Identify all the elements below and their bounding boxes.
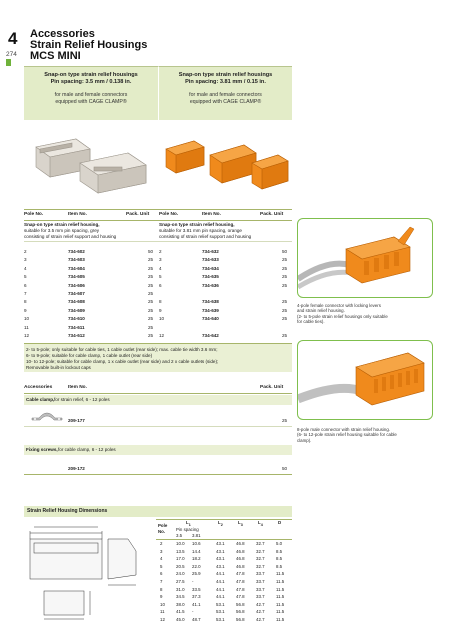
orange-housings-image [160,125,292,200]
header-pin-spacing: Pin spacing: 3.81 mm / 0.15 in. [185,78,266,85]
dims-cell: 2 [160,541,163,546]
male-connector-image [297,340,433,420]
dims-cell: 46.8 [236,556,245,562]
item-no-cell: 734-605 [68,274,85,280]
item-no-cell: 734-610 [68,316,85,322]
dims-cell: 11.5 [276,594,285,600]
pack-unit-cell: 25 [282,257,288,263]
pack-unit-cell: 25 [282,316,288,322]
pole-no-cell: 3 [24,257,27,263]
right-desc-3: consisting of strain relief support and housing [159,234,252,239]
item-no-cell: 734-602 [68,249,85,254]
pack-unit-cell: 25 [148,257,154,263]
pole-no-cell: 3 [159,257,162,263]
dims-cell: 8.5 [276,548,283,554]
dims-head-L4-sub: 4 [260,522,263,527]
pole-no-cell: 5 [24,274,27,280]
dims-cell: 10 [160,601,165,607]
dims-cell: 11.5 [276,579,285,584]
dims-cell: 46.8 [236,563,245,569]
title-line-3: MCS MINI [30,50,81,62]
pack-unit-cell: 25 [282,299,288,305]
col-pole-no: Pole No. [24,212,44,217]
dims-cell: 33.7 [256,571,265,577]
dims-cell: 41.1 [192,601,201,607]
right-desc-2: suitable for 3.81 mm pin spacing, orange [159,228,242,233]
dims-cell: 13.5 [176,548,185,554]
pack-unit-cell: 25 [148,333,154,338]
dims-cell: 14.4 [192,548,201,554]
cable-clamp-desc: for strain relief, 6 - 12 poles [54,397,110,402]
item-no-cell: 734-632 [202,249,219,254]
caption-line: (2- to 5-pole strain relief housings only suitable [297,313,388,319]
dims-rows [156,541,292,627]
dims-head-L2-sub: 2 [220,522,223,527]
dims-cell: 32.7 [256,556,265,562]
left-desc-3: consisting of strain relief support and housing [24,234,117,239]
dims-cell: 8.5 [276,563,283,569]
dims-cell: 44.1 [216,594,225,600]
header-title: Snap-on type strain relief housings [44,72,138,78]
dims-cell: 44.1 [216,571,225,577]
cable-clamp-item: 209-177 [68,418,85,423]
item-no-cell: 734-638 [202,299,219,305]
grey-housings-image [28,125,153,200]
dims-cell: 44.1 [216,586,225,592]
dims-cell: 12 [160,617,165,622]
dims-cell: 53.1 [216,609,225,615]
dims-cell: 33.5 [192,586,201,592]
acc-col-accessories: Accessories [24,385,53,390]
item-no-cell: 734-606 [68,282,85,288]
dims-cell: 5 [160,563,163,569]
dims-head-L2-letter: L [218,520,221,525]
dims-cell: 10.0 [176,541,185,546]
note-4: Removable built-in lockout caps [26,365,91,370]
caption-line: clamp). [297,437,312,443]
dims-cell: 47.8 [236,586,245,592]
item-no-cell: 734-607 [68,291,85,296]
dims-head-L4-letter: L [258,520,261,525]
dims-cell: 5.0 [276,541,283,546]
item-no-cell: 734-609 [68,307,85,313]
caption-line: and strain relief housing. [297,308,345,314]
pole-no-cell: 6 [24,282,27,288]
accent-bar [6,59,11,66]
dims-cell: 37.3 [192,594,201,600]
dims-head-D: D [278,520,282,525]
dims-cell: 31.0 [176,586,185,592]
fixing-screws-label: Fixing screws, [26,447,58,452]
dims-head-L1-letter: L [186,520,189,525]
pack-unit-cell: 25 [148,274,154,280]
pack-unit-cell: 25 [148,307,154,313]
pack-unit-cell: 25 [148,265,154,271]
pole-no-cell: 12 [159,333,165,338]
pole-no-cell: 11 [24,324,29,330]
item-no-cell: 734-611 [68,324,85,330]
dims-cell: 48.7 [192,617,201,622]
dims-cell: - [192,609,194,615]
dims-head-L3 [238,520,243,528]
dims-cell: 11.5 [276,609,285,615]
title-line-1: Accessories [30,28,95,40]
pole-no-cell: 4 [159,265,162,271]
dims-cell: 17.0 [176,556,185,562]
dims-cell: 11.5 [276,586,285,592]
col-item-no: Item No. [68,212,87,217]
dims-cell: 38.0 [176,601,185,607]
dims-cell: 32.7 [256,548,265,554]
dims-cell: 45.0 [176,617,185,622]
pack-unit-cell: 25 [148,282,154,288]
left-desc-1: Snap-on type strain relief housing, [24,222,100,227]
caption-line: 4-pole female connector with locking levers [297,303,381,308]
pole-no-cell: 7 [24,291,27,296]
left-desc-2: suitable for 3.5 mm pin spacing, grey [24,228,100,233]
col-pack-unit: Pack. Unit [260,212,284,217]
item-no-cell: 734-640 [202,316,219,322]
pole-no-cell: 12 [24,333,30,338]
dims-cell: 33.7 [256,594,265,600]
pack-unit-cell: 25 [148,324,154,330]
header-sub2: equipped with CAGE CLAMP® [189,98,262,105]
dims-cell: 3 [160,548,163,554]
pack-unit-cell: 25 [282,282,288,288]
dims-cell: 4 [160,556,163,562]
dims-head-no: No. [158,529,166,534]
pack-unit-cell: 50 [148,249,154,254]
item-no-cell: 734-634 [202,265,219,271]
pack-unit-cell: 50 [282,249,288,254]
header-sub1: for male and female connectors [54,92,128,99]
section-header-3-81mm [158,66,292,120]
dims-head-pinspacing: Pin spacing [176,527,199,532]
pole-no-cell: 2 [24,249,27,254]
dimensions-title: Strain Relief Housing Dimensions [24,506,292,517]
pole-no-cell: 2 [159,249,162,254]
dims-head-L3-sub: 3 [240,522,243,527]
dims-cell: 43.1 [216,548,225,554]
note-2: 6- to 9-pole; suitable for cable clamp, 1 cable outlet (rear side) [26,353,153,358]
dims-cell: 9 [160,594,163,600]
ordering-rows [24,249,292,341]
pole-no-cell: 8 [159,299,162,305]
dims-cell: - [192,579,194,584]
cable-clamp-image [30,408,64,422]
cable-clamp-label: Cable clamp, [26,397,55,402]
dimension-drawing [24,517,154,627]
dims-cell: 8 [160,586,163,592]
note-3: 10- to 12-pole; suitable for cable clamp, 1 x cable outlet (rear side) and 2 x cable outlets (side); [26,359,219,364]
page-number: 4 [8,29,18,48]
pack-unit-cell: 25 [282,274,288,280]
ordering-table [24,209,292,372]
dims-cell: 34.5 [176,594,185,600]
dims-cell: 18.2 [192,556,201,562]
pole-no-cell: 6 [159,282,162,288]
dims-cell: 46.8 [236,548,245,554]
pack-unit-cell: 25 [148,299,154,305]
item-no-cell: 734-636 [202,282,219,288]
dims-cell: 41.5 [176,609,185,615]
dims-cell: 32.7 [256,563,265,569]
section-header-3-5mm [24,66,158,120]
dims-cell: 25.9 [192,571,201,577]
item-no-cell: 734-603 [68,257,85,263]
pole-no-cell: 9 [159,307,162,313]
fixing-screws-pack: 50 [282,466,288,471]
header-title: Snap-on type strain relief housings [178,72,273,78]
dims-head-L2 [218,520,223,528]
dims-cell: 22.0 [192,563,201,569]
item-no-cell: 734-639 [202,307,219,313]
dims-cell: 44.1 [216,579,225,584]
dims-cell: 56.8 [236,617,245,622]
page-subnumber: 274 [6,51,17,58]
pole-no-cell: 5 [159,274,162,280]
header-sub2: equipped with CAGE CLAMP® [55,98,127,105]
item-no-cell: 734-633 [202,257,219,263]
pack-unit-cell: 25 [148,291,154,296]
acc-col-pack-unit: Pack. Unit [260,385,284,390]
pole-no-cell: 10 [24,316,30,322]
dims-cell: 11.5 [276,617,285,622]
dims-cell: 56.8 [236,601,245,607]
dims-cell: 32.7 [256,541,265,546]
title-line-2: Strain Relief Housings [30,39,148,51]
header-pin-spacing: Pin spacing: 3.5 mm / 0.138 in. [50,78,132,85]
dims-cell: 6 [160,571,163,577]
caption-line: 8-pole male connector with strain relief housing. [297,427,390,432]
dims-head-pin-35: 3.5 [176,533,183,538]
pole-no-cell: 10 [159,316,165,322]
pack-unit-cell: 25 [148,316,154,322]
item-no-cell: 734-604 [68,265,85,271]
dims-cell: 42.7 [256,601,265,607]
dims-cell: 11.5 [276,601,285,607]
male-connector-caption [297,427,433,443]
dims-head-L3-letter: L [238,520,241,525]
dims-cell: 8.5 [276,556,283,562]
header-sub1: for male and female connectors [189,92,262,99]
notes-box [24,344,292,372]
female-connector-caption [297,303,433,325]
dims-cell: 43.1 [216,563,225,569]
item-no-cell: 734-612 [68,333,85,338]
cable-clamp-row [24,395,292,405]
acc-col-item-no: Item No. [68,385,87,390]
item-no-cell: 734-642 [202,333,219,338]
dims-cell: 42.7 [256,609,265,615]
right-desc-1: Snap-on type strain relief housing, [159,222,235,227]
female-connector-image [297,218,433,298]
dims-cell: 33.7 [256,586,265,592]
accessories-table [24,382,292,482]
dims-cell: 11.5 [276,571,285,577]
pole-no-cell: 4 [24,265,27,271]
pack-unit-cell: 25 [282,307,288,313]
col-item-no: Item No. [202,212,221,217]
dims-head-L4 [258,520,263,528]
dims-cell: 11 [160,609,165,615]
dims-cell: 43.1 [216,556,225,562]
dims-cell: 53.1 [216,601,225,607]
dims-cell: 43.1 [216,541,225,546]
fixing-screws-item: 209-172 [68,466,85,471]
pack-unit-cell: 25 [282,265,288,271]
dims-head-pole: Pole [158,523,168,528]
caption-line: (6- to 12-pole strain relief housing suitable for cable [297,432,397,438]
fixing-screws-row [24,445,292,455]
dims-cell: 46.8 [236,541,245,546]
dims-cell: 56.8 [236,609,245,615]
fixing-screws-desc: for cable clamp, 6 - 12 poles [58,447,116,452]
pack-unit-cell: 25 [282,333,288,338]
dims-head-L1-sub: 1 [188,522,191,527]
pole-no-cell: 9 [24,307,27,313]
dims-cell: 33.7 [256,579,265,584]
dims-cell: 53.1 [216,617,225,622]
dims-cell: 24.0 [176,571,185,577]
pole-no-cell: 8 [24,299,27,305]
dims-cell: 47.8 [236,579,245,584]
note-1: 2- to 5-pole; only suitable for cable ties, 1 cable outlet (rear side); max. cable tie width 3.6 mm; [26,347,218,352]
caption-line: for cable ties). [297,319,325,325]
dims-cell: 42.7 [256,617,265,622]
dims-head-pin-381: 3.81 [192,533,201,538]
col-pack-unit: Pack. Unit [126,212,150,217]
item-no-cell: 734-635 [202,274,219,280]
dims-cell: 27.5 [176,579,185,584]
page-title [30,29,147,62]
item-no-cell: 734-608 [68,299,85,305]
cable-clamp-pack: 25 [282,418,288,423]
col-pole-no: Pole No. [159,212,179,217]
dims-cell: 47.8 [236,571,245,577]
dims-cell: 10.6 [192,541,201,546]
dims-cell: 47.8 [236,594,245,600]
dims-cell: 20.5 [176,563,185,569]
dims-cell: 7 [160,579,163,584]
